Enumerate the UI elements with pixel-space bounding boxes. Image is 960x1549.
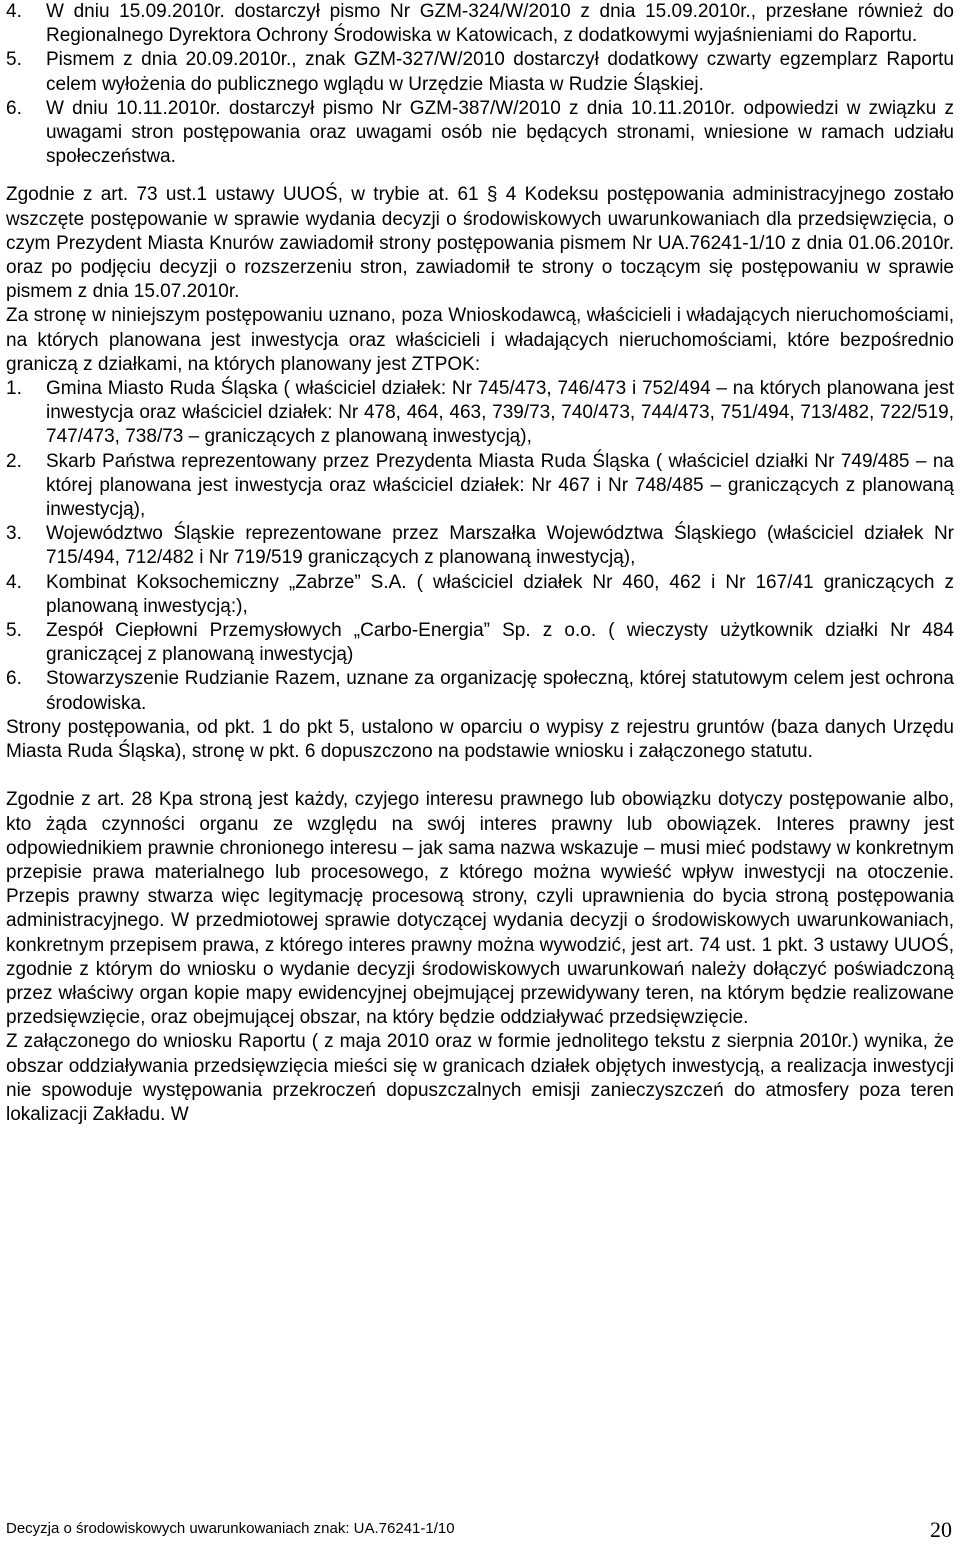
list-item-text: W dniu 15.09.2010r. dostarczył pismo Nr GZM-324/W/2010 z dnia 15.09.2010r., przesłane również do Regionalnego Dyrektora Ochrony Środowiska w Katowicach, z dodatkowymi wyjaśnieniami do Raportu. — [46, 1, 954, 47]
list-item — [6, 0, 954, 48]
list-item — [6, 571, 954, 619]
page-footer — [6, 1509, 954, 1549]
list-item — [6, 377, 954, 450]
list-item-number: 4. — [6, 1, 22, 22]
list-item-number: 5. — [6, 620, 22, 642]
parties-list — [6, 377, 954, 716]
list-item-number: 6. — [6, 97, 22, 119]
list-item-text: Gmina Miasto Ruda Śląska ( właściciel działek: Nr 745/473, 746/473 i 752/494 – na których planowana jest inwestycja oraz właściciel działek: Nr 478, 464, 463, 739/73, 740/473, 744/473, 751/494, 713/482, 722/519, 747/473, 738/73 – graniczących z planowaną inwestycją), — [46, 378, 954, 448]
list-item-number: 1. — [6, 378, 22, 400]
list-item-number: 6. — [6, 668, 22, 690]
list-item — [6, 667, 954, 715]
paragraph-parties-intro: Za stronę w niniejszym postępowaniu uznano, poza Wnioskodawcą, właścicieli i władających nieruchomościami, na których planowana jest inwestycja oraz właścicieli i władających nieruchomościami, które bezpośrednio graniczą z działkami, na których planowany jest ZTPOK: — [6, 305, 954, 375]
list-item — [6, 97, 954, 170]
top-numbered-list — [6, 0, 954, 169]
list-item-number: 5. — [6, 49, 22, 71]
list-item-text: Kombinat Koksochemiczny „Zabrze” S.A. ( właściciel działek Nr 460, 462 i Nr 167/41 graniczących z planowaną inwestycją:), — [46, 571, 954, 617]
page-number: 20 — [930, 1517, 952, 1542]
list-item-number: 3. — [6, 523, 22, 545]
list-item-text: Województwo Śląskie reprezentowane przez Marszałka Województwa Śląskiego (właściciel działek Nr 715/494, 712/482 i Nr 719/519 graniczących z planowaną inwestycją), — [46, 523, 954, 569]
list-item-text: Stowarzyszenie Rudzianie Razem, uznane za organizację społeczną, której statutowym celem jest ochrona środowiska. — [46, 668, 954, 714]
list-item-text: Skarb Państwa reprezentowany przez Prezydenta Miasta Ruda Śląska ( właściciel działki Nr 749/485 – na której planowana jest inwestycja oraz właściciel działek: Nr 467 i Nr 748/485 – graniczących z planowaną inwestycją), — [46, 450, 954, 521]
list-item — [6, 619, 954, 667]
list-item-text: W dniu 10.11.2010r. dostarczył pismo Nr GZM-387/W/2010 z dnia 10.11.2010r. odpowiedzi w związku z uwagami stron postępowania oraz uwagami osób nie będących stronami, wniesione w ramach udziału społeczeństwa. — [46, 97, 954, 168]
list-item-number: 2. — [6, 450, 22, 472]
paragraph-art28: Zgodnie z art. 28 Kpa stroną jest każdy, czyjego interesu prawnego lub obowiązku dotyczy postępowanie albo, kto żąda czynności organu ze względu na swój interes prawny lub obowiązek. Interes prawny jest odpowiednikiem prawnie chronionego interesu – jak sama nazwa wskazuje – musi mieć podstawy w konkretnym przepisie prawa materialnego lub procesowego, z którego można wywieść wpływ inwestycji na otoczenie. Przepis prawny stwarza więc legitymację procesową strony, czyli uprawnienia do bycia stroną postępowania administracyjnego. W przedmiotowej sprawie dotyczącej wydania decyzji o środowiskowych uwarunkowaniach, konkretnym przepisem prawa, z którego interes prawny można wywodzić, jest art. 74 ust. 1 pkt. 3 ustawy UUOŚ, zgodnie z którym do wniosku o wydanie decyzji środowiskowych uwarunkowań należy dołączyć poświadczoną przez właściwy organ kopie mapy ewidencyjnej obejmującej przewidywany teren, na którym będzie realizowane przedsięwzięcie, oraz obejmującej obszar, na który będzie oddziaływać przedsięwzięcie. — [6, 789, 954, 1029]
list-item-text: Pismem z dnia 20.09.2010r., znak GZM-327/W/2010 dostarczył dodatkowy czwarty egzemplarz Raportu celem wyłożenia do publicznego wglądu w Urzędzie Miasta w Rudzie Śląskiej. — [46, 49, 954, 95]
list-item — [6, 48, 954, 96]
footer-text: Decyzja o środowiskowych uwarunkowaniach znak: UA.76241-1/10 — [6, 1520, 455, 1537]
paragraph-art73: Zgodnie z art. 73 ust.1 ustawy UUOŚ, w trybie at. 61 § 4 Kodeksu postępowania administracyjnego zostało wszczęte postępowanie w sprawie wydania decyzji o środowiskowych uwarunkowaniach dla przedsięwzięcia, o czym Prezydent Miasta Knurów zawiadomił strony postępowania pismem Nr UA.76241-1/10 z dnia 01.06.2010r. oraz po podjęciu decyzji o rozszerzeniu stron, zawiadomił te strony o toczącym się postępowaniu w sprawie pismem z dnia 15.07.2010r. — [6, 184, 954, 303]
list-item — [6, 522, 954, 570]
paragraph-report: Z załączonego do wniosku Raportu ( z maja 2010 oraz w formie jednolitego tekstu z sierpnia 2010r.) wynika, że obszar oddziaływania przedsięwzięcia mieści się w granicach działek objętych inwestycją, a realizacja inwestycji nie spowoduje występowania przekroczeń dopuszczalnych emisji zanieczyszczeń do atmosfery poza teren lokalizacji Zakładu. W — [6, 1031, 954, 1125]
paragraph-parties-established: Strony postępowania, od pkt. 1 do pkt 5, ustalono w oparciu o wypisy z rejestru gruntów (baza danych Urzędu Miasta Ruda Śląska), stronę w pkt. 6 dopuszczono na podstawie wniosku i załączonego statutu. — [6, 716, 954, 763]
list-item-number: 4. — [6, 571, 22, 593]
list-item-text: Zespół Ciepłowni Przemysłowych „Carbo-Energia” Sp. z o.o. ( wieczysty użytkownik działki Nr 484 graniczącej z planowaną inwestycją) — [46, 620, 954, 666]
list-item — [6, 450, 954, 523]
page-content — [6, 0, 954, 1127]
